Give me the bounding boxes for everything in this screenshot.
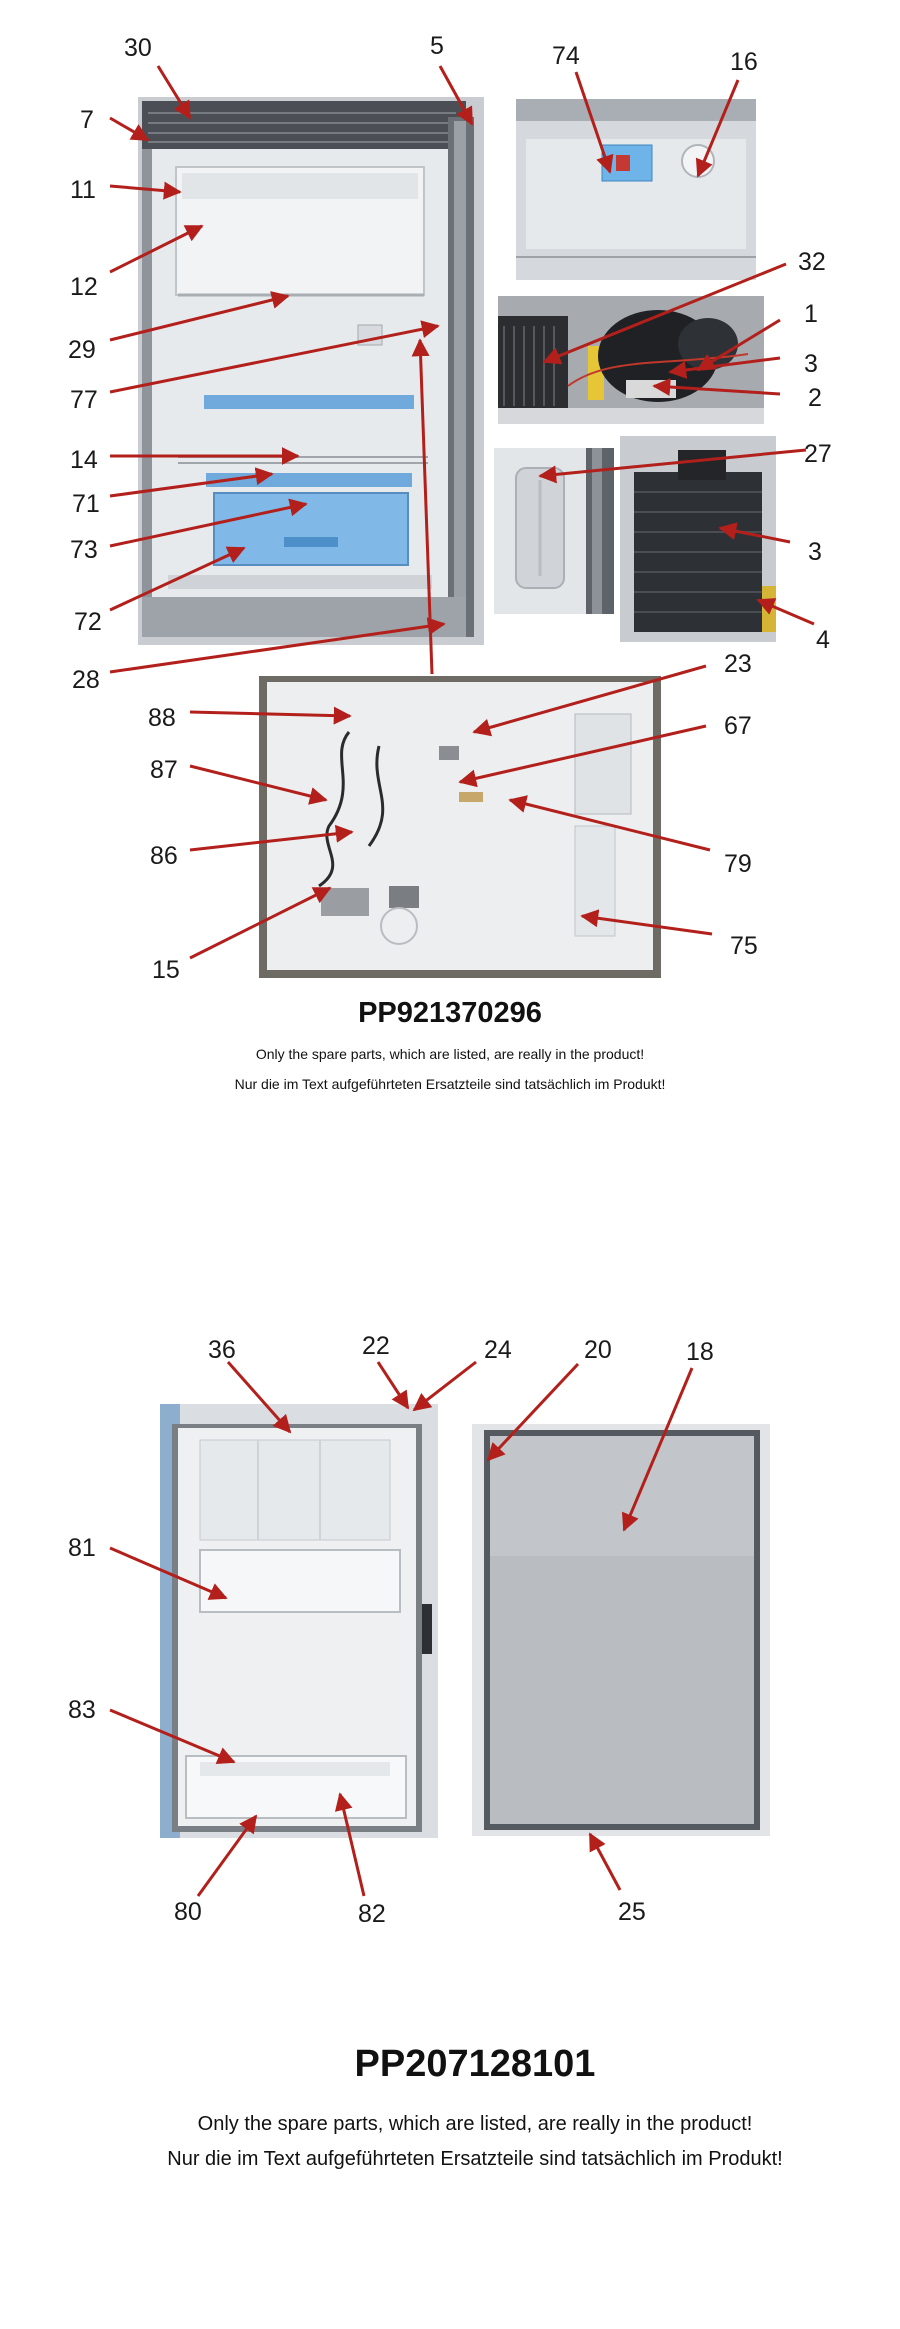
callout-20: 20 [584, 1336, 612, 1364]
callout-1: 1 [804, 300, 818, 328]
callout-3a: 3 [804, 350, 818, 378]
fridge-open-photo [138, 97, 484, 645]
callout-80: 80 [174, 1898, 202, 1926]
door-exterior-photo [472, 1424, 770, 1836]
callout-22: 22 [362, 1332, 390, 1360]
part-number-1: PP921370296 [358, 997, 542, 1029]
callout-77: 77 [70, 386, 98, 414]
callout-14: 14 [70, 446, 98, 474]
callout-87: 87 [150, 756, 178, 784]
callout-67: 67 [724, 712, 752, 740]
callout-7: 7 [80, 106, 94, 134]
callout-11: 11 [70, 176, 96, 204]
callout-28: 28 [72, 666, 100, 694]
callout-83: 83 [68, 1696, 96, 1724]
callout-79: 79 [724, 850, 752, 878]
callout-27: 27 [804, 440, 832, 468]
callout-32: 32 [798, 248, 826, 276]
note-english-1: Only the spare parts, which are listed, are really in the product! [255, 1046, 645, 1062]
door-seal-detail-photo [494, 448, 614, 614]
callout-71: 71 [72, 490, 100, 518]
callout-82: 82 [358, 1900, 386, 1928]
callout-12: 12 [70, 273, 98, 301]
callout-73: 73 [70, 536, 98, 564]
callout-72: 72 [74, 608, 102, 636]
callout-15: 15 [152, 956, 180, 984]
compressor-photo [498, 296, 764, 424]
callout-16: 16 [730, 48, 758, 76]
callout-30: 30 [124, 34, 152, 62]
callout-25: 25 [618, 1898, 646, 1926]
door-interior-photo [160, 1404, 438, 1838]
callout-24: 24 [484, 1336, 512, 1364]
callout-88: 88 [148, 704, 176, 732]
callout-36: 36 [208, 1336, 236, 1364]
part-number-2: PP207128101 [354, 2043, 596, 2085]
callout-5: 5 [430, 32, 444, 60]
callout-29: 29 [68, 336, 96, 364]
note-english-2: Only the spare parts, which are listed, are really in the product! [197, 2113, 753, 2135]
rear-condenser-photo [620, 436, 776, 642]
callout-18: 18 [686, 1338, 714, 1366]
note-german-1: Nur die im Text aufgeführteten Ersatzteile sind tatsächlich im Produkt! [234, 1076, 666, 1092]
callout-2: 2 [808, 384, 822, 412]
callout-81: 81 [68, 1534, 96, 1562]
note-german-2: Nur die im Text aufgeführteten Ersatzteile sind tatsächlich im Produkt! [167, 2148, 783, 2170]
callout-23: 23 [724, 650, 752, 678]
rear-panel-photo [259, 676, 661, 978]
callout-75: 75 [730, 932, 758, 960]
callout-3b: 3 [808, 538, 822, 566]
callout-4: 4 [816, 626, 830, 654]
thermostat-interior-photo [516, 99, 756, 280]
callout-86: 86 [150, 842, 178, 870]
callout-74: 74 [552, 42, 580, 70]
